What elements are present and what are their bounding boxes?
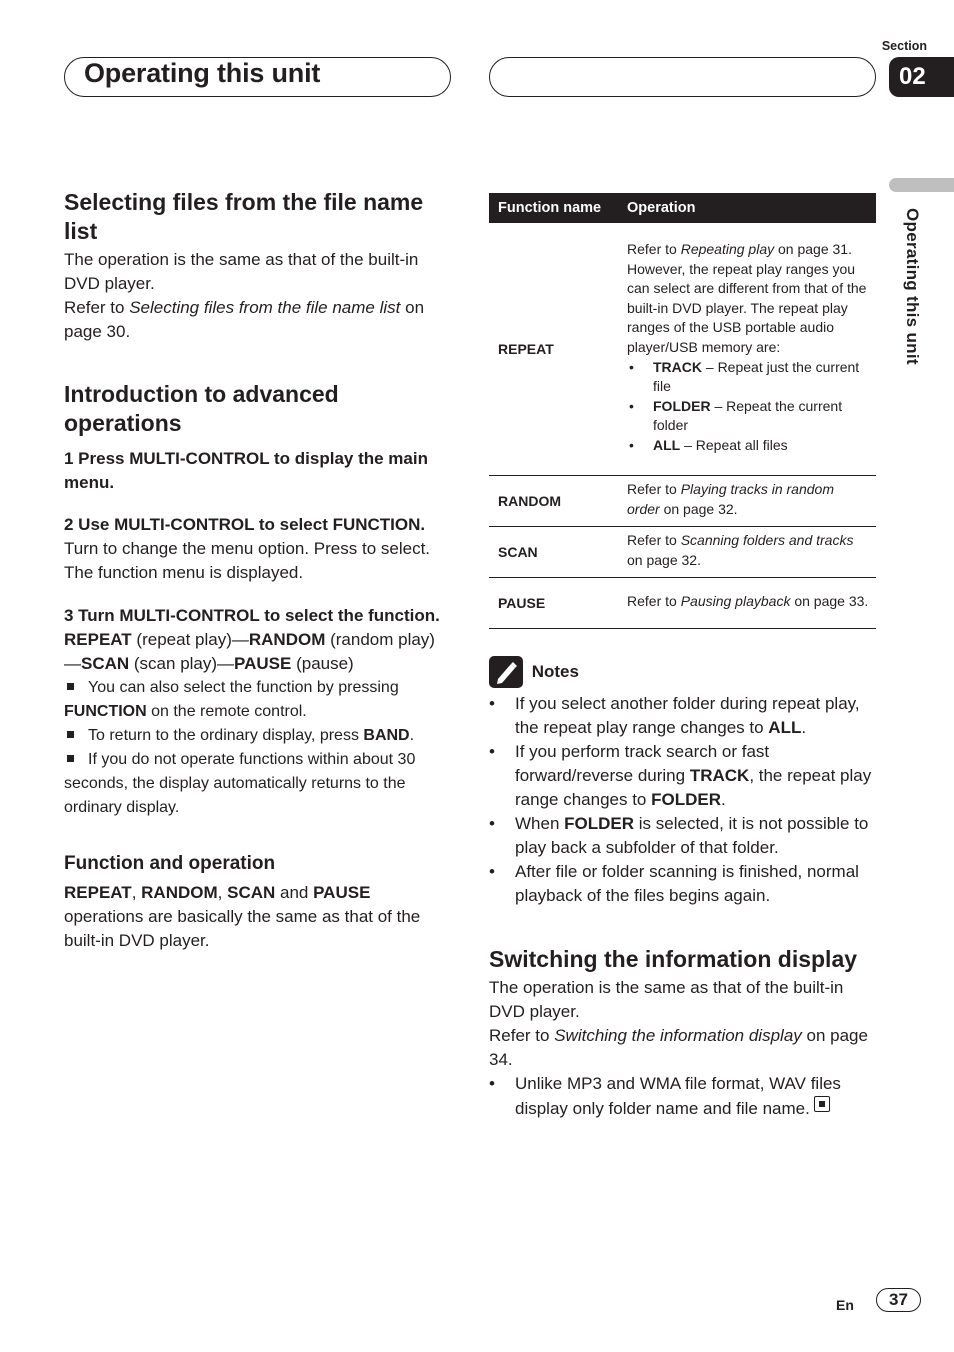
table-cell-function: SCAN (489, 526, 618, 577)
function-sequence: REPEAT (repeat play)—RANDOM (random play)—SCAN (scan play)—PAUSE (pause) (64, 630, 435, 673)
step-2-text-2: The function menu is displayed. (64, 563, 304, 582)
table-cell-operation: Refer to Playing tracks in random order on page 32. (618, 475, 876, 526)
square-bullet-icon (67, 731, 74, 738)
table-cell-operation: Refer to Scanning folders and tracks on page 32. (618, 526, 876, 577)
square-bullet-icon (67, 755, 74, 762)
pencil-note-icon (489, 656, 523, 688)
heading-switching-display: Switching the information display (489, 946, 858, 972)
heading-introduction: Introduction to advanced operations (64, 381, 339, 436)
side-tab-label: Operating this unit (903, 208, 922, 365)
heading-function-and-operation: Function and operation (64, 853, 276, 874)
language-label: En (836, 1297, 854, 1313)
page-number: 37 (876, 1288, 921, 1312)
table-row (489, 526, 876, 577)
table-row (489, 475, 876, 526)
note-item: • After file or folder scanning is finished, normal playback of the files begins again. (489, 860, 875, 908)
ref-switching-display: Switching the information display (554, 1026, 802, 1045)
heading-selecting-files: Selecting files from the file name list (64, 189, 424, 244)
table-cell-function: REPEAT (489, 223, 618, 475)
table-header-operation: Operation (618, 193, 876, 223)
table-cell-function: PAUSE (489, 577, 618, 628)
table-row (489, 577, 876, 628)
note-item: • If you select another folder during repeat play, the repeat play range changes to ALL. (489, 692, 875, 740)
table-row (489, 223, 876, 475)
list-item: • FOLDER – Repeat the current folder (627, 397, 870, 436)
table-cell-function: RANDOM (489, 475, 618, 526)
notes-section (489, 656, 875, 1121)
square-bullet-icon (67, 683, 74, 690)
step-3-note-2: To return to the ordinary display, press BAND. (64, 724, 448, 748)
page-title: Operating this unit (84, 58, 321, 88)
table-header-function-name: Function name (489, 193, 618, 223)
function-table (489, 193, 876, 629)
list-item: • Unlike MP3 and WMA file format, WAV files display only folder name and file name. (489, 1072, 875, 1121)
table-cell-operation: Refer to Repeating play on page 31. However, the repeat play ranges you can select are different from that of the built-in DVD player. The repeat play ranges of the USB portable audio player/USB memory are: • TRACK – Repeat just the current file • FOLDER – Repeat the current folder • ALL – Repeat all files (618, 223, 876, 475)
step-3-note-1: You can also select the function by pressing FUNCTION on the remote control. (64, 679, 399, 720)
list-item: • ALL – Repeat all files (627, 436, 870, 456)
note-item: • When FOLDER is selected, it is not possible to play back a subfolder of that folder. (489, 812, 875, 860)
switching-text: The operation is the same as that of the built-in DVD player. Refer to Switching the information display on page 34. • Unlike MP3 and WMA file format, WAV files display only folder name and file name. (489, 976, 875, 1121)
function-operation-text: REPEAT, RANDOM, SCAN and PAUSE operations are basically the same as that of the built-in DVD player. (64, 883, 421, 950)
list-item: • TRACK – Repeat just the current file (627, 358, 870, 397)
table-cell-operation: Refer to Pausing playback on page 33. (618, 577, 876, 628)
step-1: 1 Press MULTI-CONTROL to display the main menu. (64, 449, 428, 492)
selecting-files-text: The operation is the same as that of the built-in DVD player. Refer to Selecting files from the file name list on page 30. (64, 250, 425, 341)
side-tab-bar (889, 178, 954, 192)
left-column (64, 188, 448, 953)
step-2-text: Turn to change the menu option. Press to select. (64, 539, 431, 558)
notes-header: Notes (489, 656, 875, 688)
end-mark-icon (814, 1096, 830, 1112)
ref-selecting-files: Selecting files from the file name list (129, 298, 401, 317)
step-2: 2 Use MULTI-CONTROL to select FUNCTION. (64, 515, 426, 534)
header-blank-frame (489, 57, 876, 97)
table-header-row (489, 193, 876, 223)
step-3-note-3: If you do not operate functions within about 30 seconds, the display automatically returns to the ordinary display. (64, 751, 416, 816)
note-item: • If you perform track search or fast forward/reverse during TRACK, the repeat play range changes to FOLDER. (489, 740, 875, 812)
step-3: 3 Turn MULTI-CONTROL to select the function. (64, 606, 440, 625)
section-number: 02 (889, 57, 954, 97)
section-label: Section (881, 39, 927, 53)
